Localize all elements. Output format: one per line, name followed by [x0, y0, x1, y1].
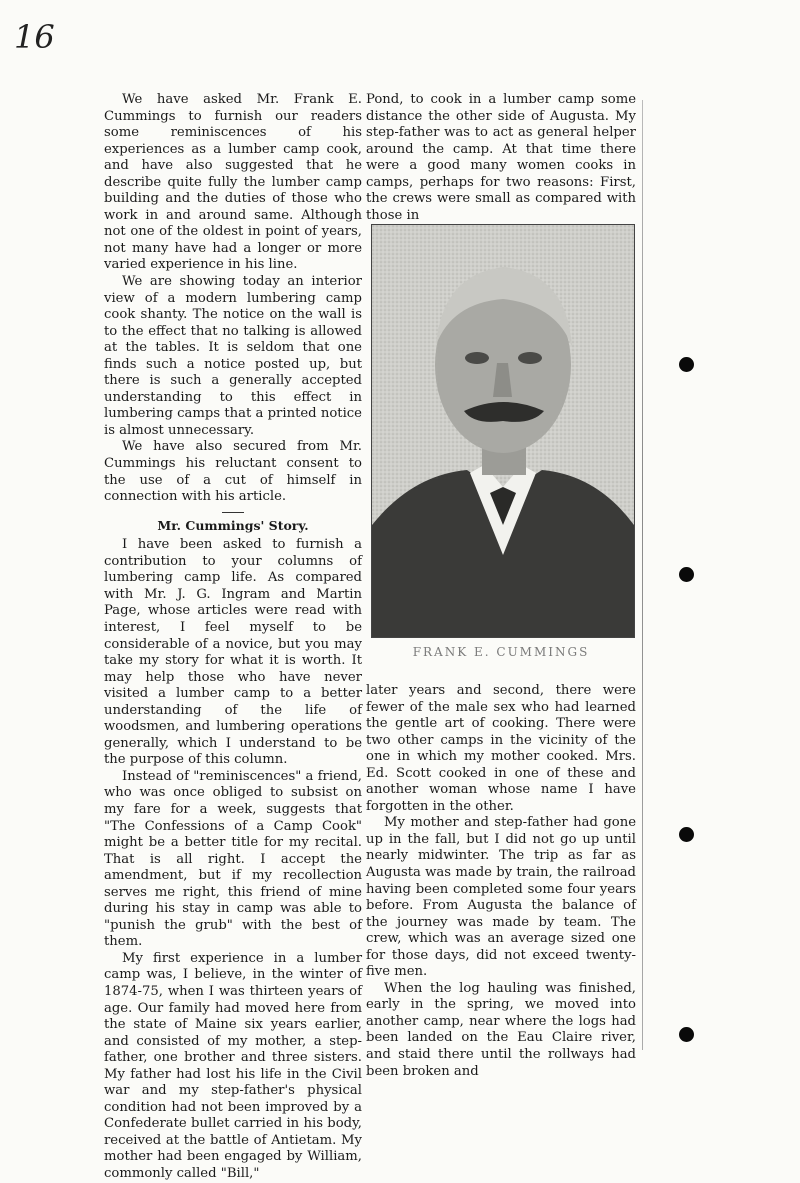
story-paragraph: later years and second, there were fewer of the male sex who had learned the gentle art of cooking. There were two other camps in the vicinity of the one in which my mother cooked. Mrs. Ed. Scott cooked in one of these and another woman whose name I have forgotten in the other. — [366, 683, 636, 814]
section-divider — [222, 512, 244, 513]
column-divider-line — [642, 100, 643, 1050]
intro-paragraph: We are showing today an interior view of a modern lumbering camp cook shanty. The notice on the wall is to the effect that no talking is allowed at the tables. It is seldom that one finds such a notice posted up, but there is such a generally accepted understanding to this effect in lumbering camps that a printed notice is almost unnecessary. — [104, 274, 362, 438]
punch-hole — [679, 1027, 694, 1042]
punch-hole — [679, 567, 694, 582]
story-paragraph-continued: Pond, to cook in a lumber camp some distance the other side of Augusta. My step-father was to act as general helper around the camp. At that time there were a good many women cooks in camps, perhaps for two reasons: First, the crews were small as compared with those in — [366, 92, 636, 223]
portrait-caption: FRANK E. CUMMINGS — [412, 645, 590, 659]
intro-paragraph: We have asked Mr. Frank E. Cummings to furnish our readers some reminiscences of his experiences as a lumber camp cook, and have also suggested that he describe quite fully the lumber camp building and the duties of those who work in and around same. Although not one of the oldest in point of years, not many have had a longer or more varied experience in his line. — [104, 92, 362, 273]
story-paragraph: My first experience in a lumber camp was, I believe, in the winter of 1874-75, when I was thirteen years of age. Our family had moved here from the state of Maine six years earlier, and consisted of my mother, a step-father, one brother and three sisters. My father had lost his life in the Civil war and my step-father's physical condition had not been improved by a Confederate bullet carried in his body, received at the battle of Antietam. My mother had been engaged by William, commonly called "Bill," — [104, 950, 362, 1181]
story-subheading: Mr. Cummings' Story. — [157, 517, 309, 533]
punch-hole — [679, 357, 694, 372]
story-paragraph: My mother and step-father had gone up in the fall, but I did not go up until nearly midwinter. The trip as far as Augusta was made by train, the railroad having been completed some four years before. From Augusta the balance of the journey was made by team. The crew, which was an average sized one for those days, did not exceed twenty-five men. — [366, 815, 636, 980]
story-paragraph: When the log hauling was finished, early in the spring, we moved into another camp, near where the logs had been landed on the Eau Claire river, and staid there until the rollways had been broken and — [366, 980, 636, 1079]
article-column-left — [104, 92, 362, 1183]
story-paragraph: I have been asked to furnish a contribution to your columns of lumbering camp life. As compared with Mr. J. G. Ingram and Martin Page, whose articles were read with interest, I feel myself to be considerable of a novice, but you may take my story for what it is worth. It may help those who have never visited a lumber camp to a better understanding of the life of woodsmen, and lumbering operations generally, which I understand to be the purpose of this column. — [104, 537, 362, 768]
portrait-photo — [371, 224, 635, 638]
article-column-right-top — [366, 92, 636, 224]
page-number: 16 — [14, 18, 55, 56]
story-paragraph: Instead of "reminiscences" a friend, who was once obliged to subsist on my fare for a week, suggests that "The Confessions of a Camp Cook" might be a better title for my recital. That is all right. I accept the amendment, but if my recollection serves me right, this friend of mine during his stay in camp was able to "punish the grub" with the best of them. — [104, 768, 362, 950]
article-column-right-bottom — [366, 683, 636, 1080]
punch-hole — [679, 827, 694, 842]
intro-paragraph: We have also secured from Mr. Cummings his reluctant consent to the use of a cut of himself in connection with his article. — [104, 439, 362, 505]
portrait-image — [372, 225, 634, 637]
